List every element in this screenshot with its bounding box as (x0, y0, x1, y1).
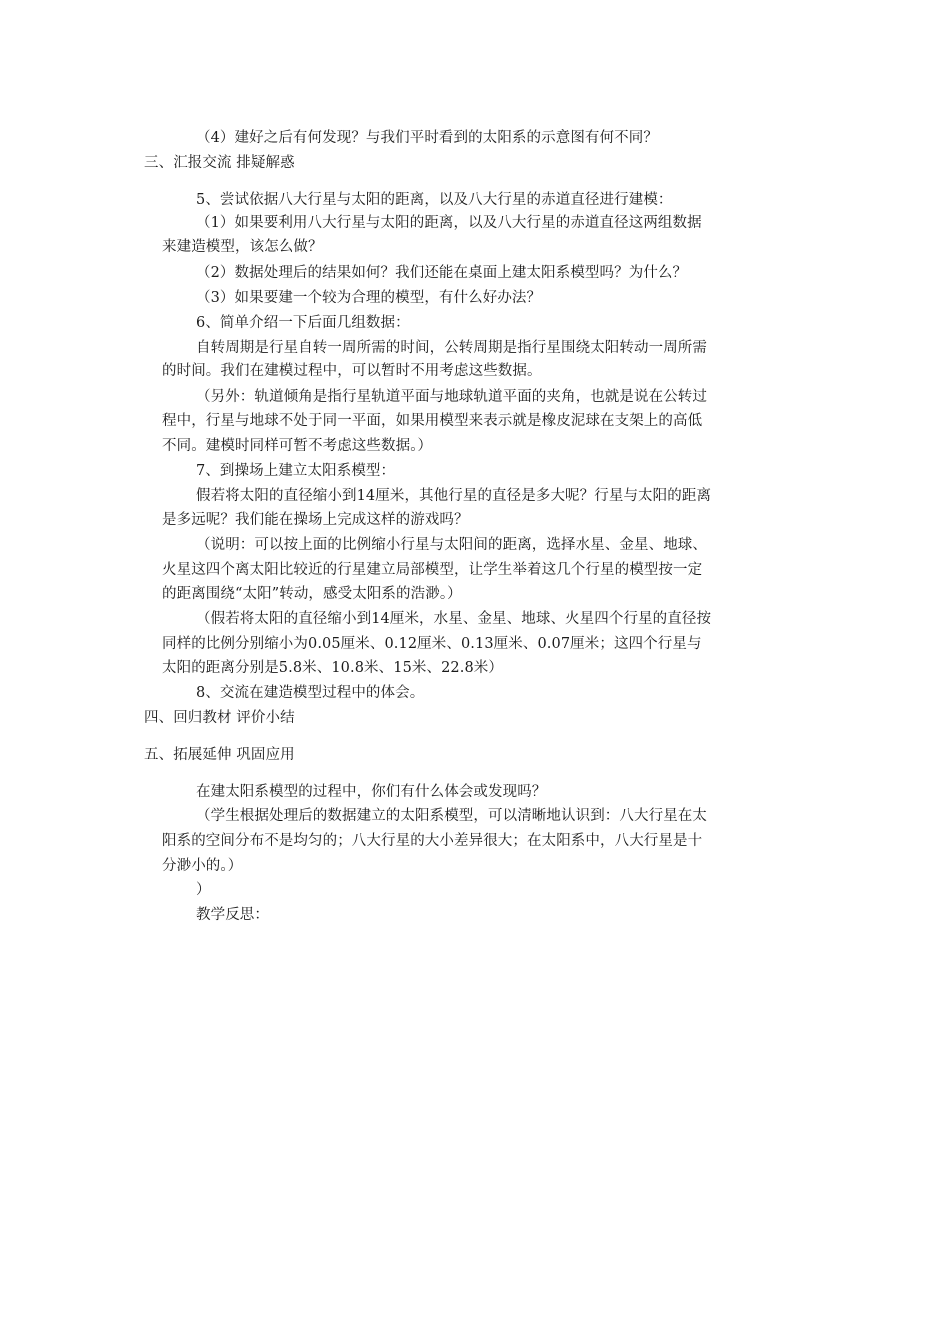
text-line: 来建造模型，该怎么做？ (162, 239, 323, 255)
text-line: 的距离围绕“太阳”转动，感受太阳系的浩渺。） (162, 586, 462, 602)
text-line: （假若将太阳的直径缩小到14厘米，水星、金星、地球、火星四个行星的直径按 (196, 611, 712, 627)
text-line: 在建太阳系模型的过程中，你们有什么体会或发现吗？ (196, 784, 547, 800)
text-line: 不同。建模时同样可暂不考虑这些数据。） (162, 438, 433, 454)
text-line: 6、简单介绍一下后面几组数据： (196, 315, 410, 331)
text-line: （2）数据处理后的结果如何？我们还能在桌面上建太阳系模型吗？为什么？ (196, 265, 688, 281)
section-heading: 五、拓展延伸 巩固应用 (144, 747, 295, 763)
text-line: 同样的比例分别缩小为0.05厘米、0.12厘米、0.13厘米、0.07厘米；这四个行星与 (162, 636, 702, 652)
text-line: （1）如果要利用八大行星与太阳的距离，以及八大行星的赤道直径这两组数据 (196, 215, 702, 231)
text-line: 假若将太阳的直径缩小到14厘米，其他行星的直径是多大呢？行星与太阳的距离 (196, 488, 712, 504)
text-line: ） (196, 882, 211, 898)
text-line: 程中，行星与地球不处于同一平面，如果用模型来表示就是橡皮泥球在支架上的高低 (162, 413, 703, 429)
text-line: 7、到操场上建立太阳系模型： (196, 463, 396, 479)
text-line: 太阳的距离分别是5.8米、10.8米、15米、22.8米） (162, 660, 503, 676)
text-line: 自转周期是行星自转一周所需的时间，公转周期是指行星围绕太阳转动一周所需 (196, 340, 707, 356)
text-line: 阳系的空间分布不是均匀的；八大行星的大小差异很大；在太阳系中，八大行星是十 (162, 833, 703, 849)
text-line: （3）如果要建一个较为合理的模型，有什么好办法？ (196, 290, 542, 306)
text-line: 分渺小的。） (162, 858, 243, 874)
section-heading: 四、回归教材 评价小结 (144, 710, 295, 726)
text-line: 5、尝试依据八大行星与太阳的距离，以及八大行星的赤道直径进行建模： (196, 192, 673, 208)
text-line: （学生根据处理后的数据建立的太阳系模型，可以清晰地认识到：八大行星在太 (196, 808, 707, 824)
text-line: （4）建好之后有何发现？与我们平时看到的太阳系的示意图有何不同？ (196, 130, 658, 146)
section-heading: 三、汇报交流 排疑解惑 (144, 155, 295, 171)
text-line: 火星这四个离太阳比较近的行星建立局部模型，让学生举着这几个行星的模型按一定 (162, 562, 703, 578)
text-line: 教学反思： (196, 907, 269, 923)
text-line: 的时间。我们在建模过程中，可以暂时不用考虑这些数据。 (162, 363, 542, 379)
text-line: 8、交流在建造模型过程中的体会。 (196, 685, 425, 701)
text-line: （另外：轨道倾角是指行星轨道平面与地球轨道平面的夹角，也就是说在公转过 (196, 389, 707, 405)
text-line: 是多远呢？我们能在操场上完成这样的游戏吗？ (162, 512, 469, 528)
text-line: （说明：可以按上面的比例缩小行星与太阳间的距离，选择水星、金星、地球、 (196, 537, 707, 553)
